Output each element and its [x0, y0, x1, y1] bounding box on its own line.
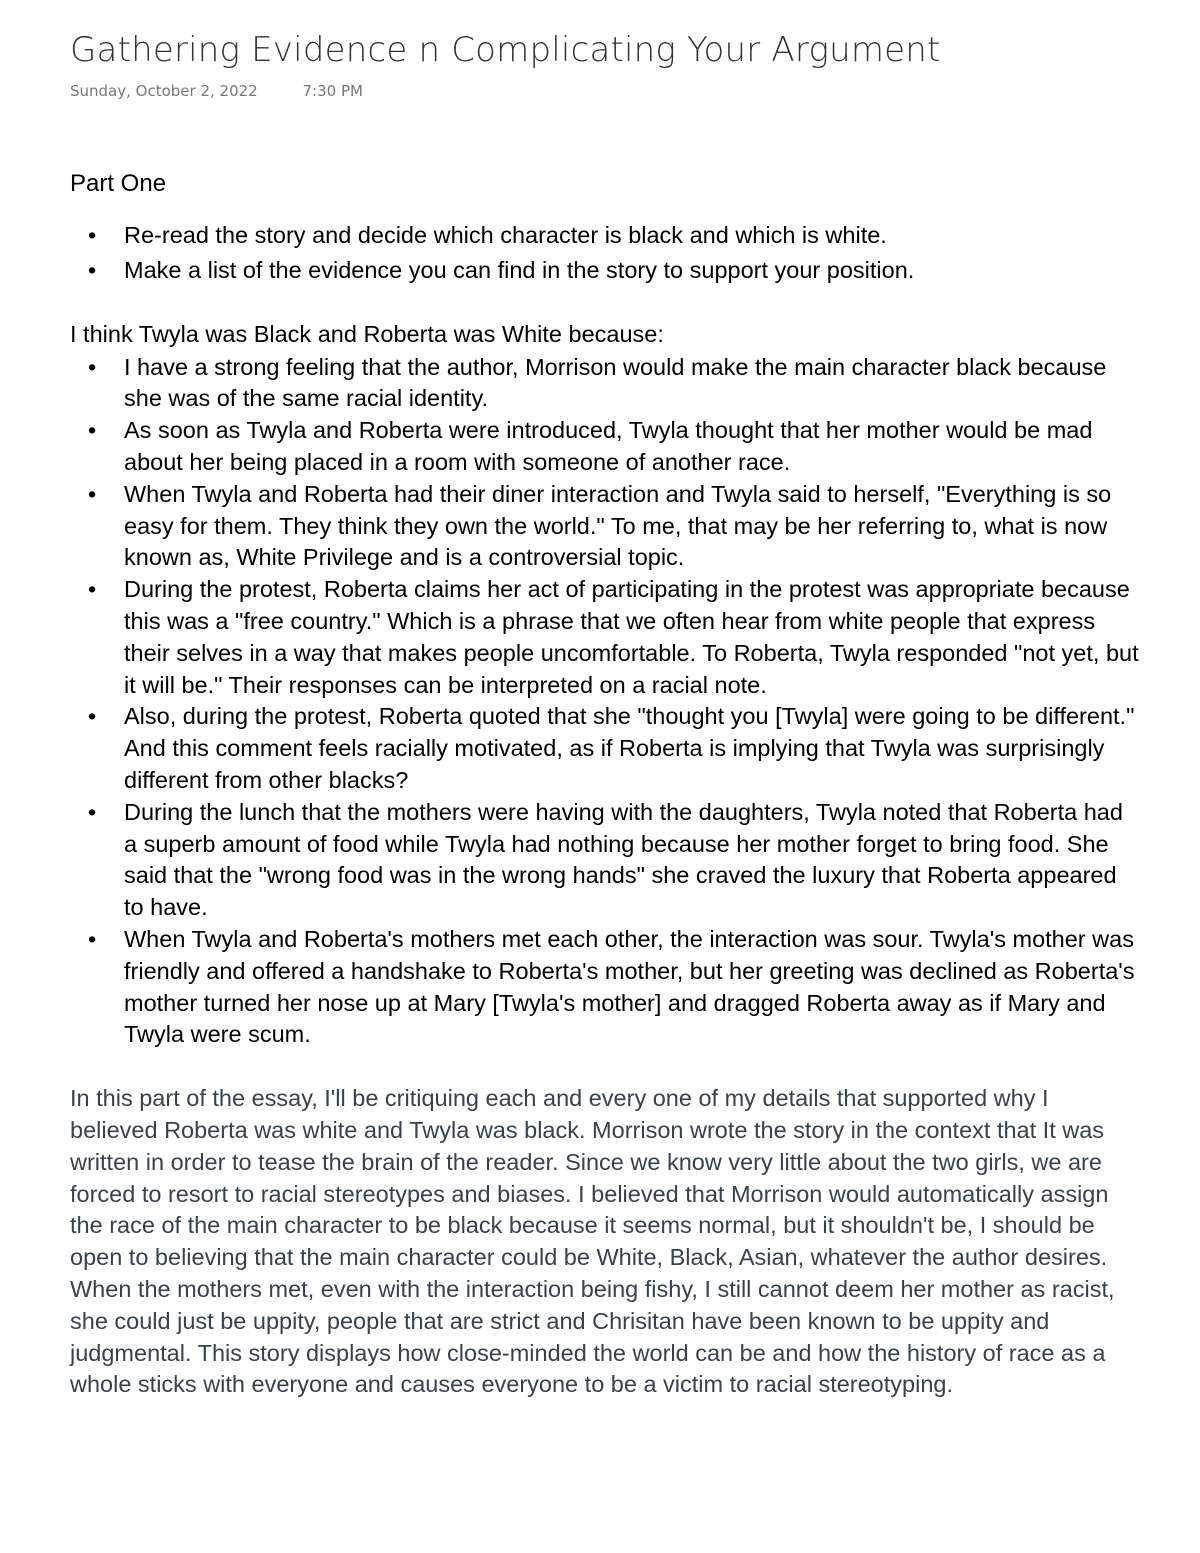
list-item[interactable]	[70, 924, 1140, 1051]
list-item[interactable]	[70, 479, 1140, 574]
bullet-icon: •	[88, 576, 97, 603]
list-item-text: I have a strong feeling that the author, Morrison would make the main character black because she was of the same racial identity.	[124, 353, 1107, 412]
evidence-list	[70, 352, 1140, 1052]
bullet-icon: •	[88, 222, 97, 248]
bullet-icon: •	[88, 703, 97, 730]
note-page	[70, 30, 1140, 1425]
critique-paragraph[interactable]: In this part of the essay, I'll be critiquing each and every one of my details that supported why I believed Roberta was white and Twyla was black. Morrison wrote the story in the context that It was written in order to tease the brain of the reader. Since we know very little about the two girls, we are forced to resort to racial stereotypes and biases. I believed that Morrison would automatically assign the race of the main character to be black because it seems normal, but it shouldn't be, I should be open to believing that the main character could be White, Black, Asian, whatever the author desires. When the mothers met, even with the interaction being fishy, I still cannot deem her mother as racist, she could just be uppity, people that are strict and Chrisitan have been known to be uppity and judgmental. This story displays how close-minded the world can be and how the history of race as a whole sticks with everyone and causes everyone to be a victim to racial stereotyping.	[70, 1085, 1115, 1398]
note-date: Sunday, October 2, 2022	[70, 82, 258, 100]
list-item[interactable]	[70, 574, 1140, 701]
note-time: 7:30 PM	[302, 82, 363, 100]
list-item-text: During the protest, Roberta claims her act of participating in the protest was appropriate because this was a "free country." Which is a phrase that we often hear from white people that express their selves in a way that makes people uncomfortable. To Roberta, Twyla responded "not yet, but it will be." Their responses can be interpreted on a racial note.	[124, 576, 1139, 698]
claim-statement[interactable]: I think Twyla was Black and Roberta was White because:	[70, 320, 664, 347]
list-item-text: Re-read the story and decide which character is black and which is white.	[124, 222, 887, 248]
list-item-text: As soon as Twyla and Roberta were introduced, Twyla thought that her mother would be mad about her being placed in a room with someone of another race.	[124, 417, 1093, 475]
list-item[interactable]	[70, 701, 1140, 796]
list-item[interactable]	[70, 255, 1140, 287]
bullet-icon: •	[88, 798, 97, 825]
bullet-icon: •	[88, 353, 97, 380]
list-item-text: During the lunch that the mothers were having with the daughters, Twyla noted that Roberta had a superb amount of food while Twyla had nothing because her mother forget to bring food. She said that the "wrong food was in the wrong hands" she craved the luxury that Roberta appeared to have.	[124, 798, 1123, 921]
page-title[interactable]: Gathering Evidence n Complicating Your Argument	[70, 30, 941, 70]
list-item-text: Make a list of the evidence you can find in the story to support your position.	[124, 256, 915, 283]
note-timestamp	[70, 82, 1140, 100]
list-item-text: When Twyla and Roberta had their diner interaction and Twyla said to herself, "Everything is so easy for them. They think they own the world." To me, that may be her referring to, what is now known as, White Privilege and is a controversial topic.	[124, 480, 1112, 571]
list-item[interactable]	[70, 415, 1140, 479]
list-item[interactable]	[70, 220, 1140, 252]
bullet-icon: •	[88, 925, 97, 952]
bullet-icon: •	[88, 480, 97, 507]
list-item[interactable]	[70, 797, 1140, 924]
task-list	[70, 220, 1140, 287]
list-item-text: Also, during the protest, Roberta quoted that she "thought you [Twyla] were going to be different." And this comment feels racially motivated, as if Roberta is implying that Twyla was surprisingly different from other blacks?	[124, 703, 1135, 793]
part-one-heading[interactable]: Part One	[70, 170, 167, 197]
list-item-text: When Twyla and Roberta's mothers met each other, the interaction was sour. Twyla's mother was friendly and offered a handshake to Roberta's mother, but her greeting was declined as Roberta's mother turned her nose up at Mary [Twyla's mother] and dragged Roberta away as if Mary and Twyla were scum.	[124, 925, 1135, 1048]
bullet-icon: •	[88, 256, 97, 283]
list-item[interactable]	[70, 352, 1140, 416]
bullet-icon: •	[88, 417, 97, 444]
